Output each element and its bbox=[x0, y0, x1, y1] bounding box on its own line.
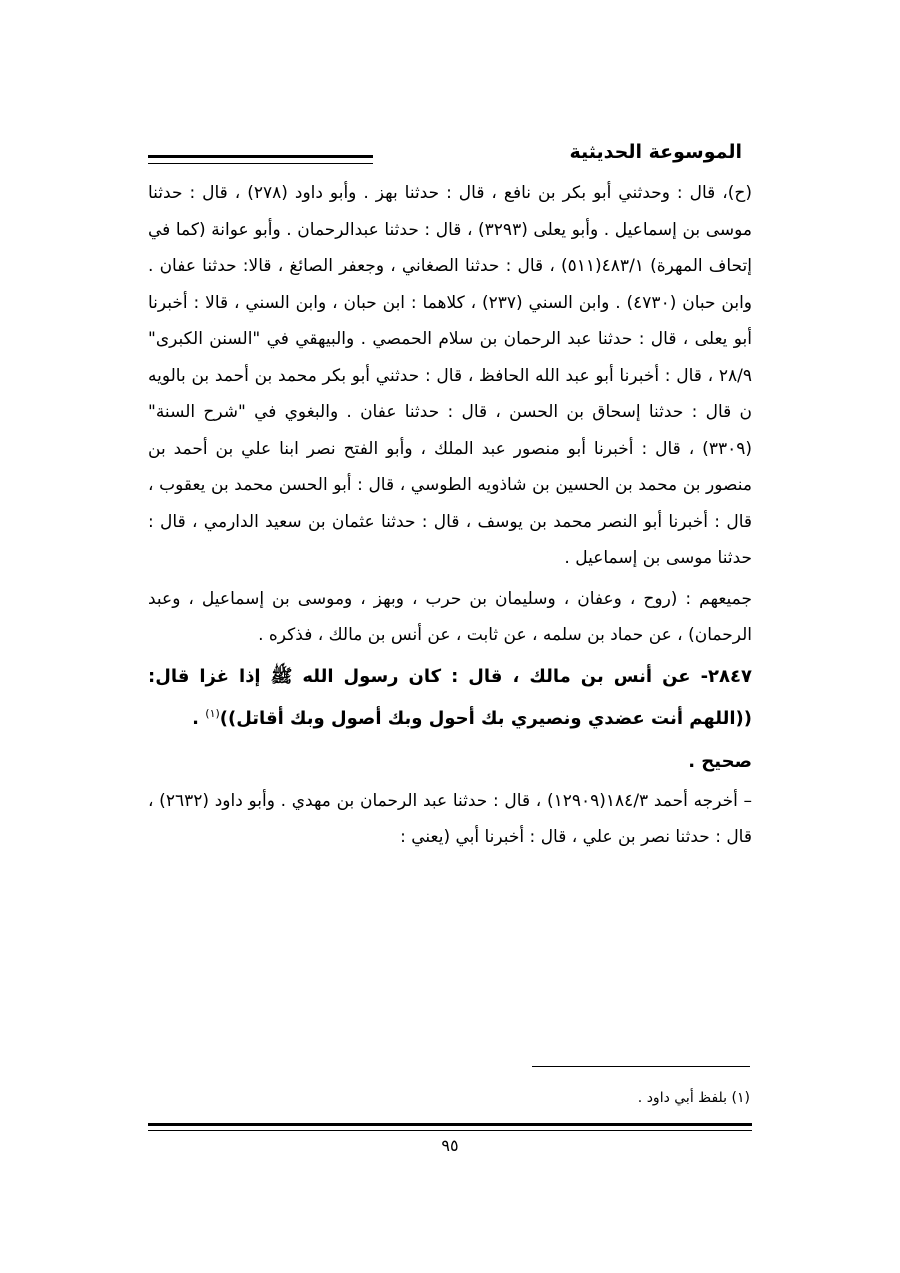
page-content bbox=[148, 135, 752, 872]
header-rule bbox=[148, 155, 373, 164]
narrators-paragraph: جميعهم : (روح ، وعفان ، وسليمان بن حرب ، وبهز ، وموسى بن إسماعيل ، وعبد الرحمان) ، عن حماد بن سلمه ، عن ثابت ، عن أنس بن مالك ، فذكره . bbox=[148, 588, 752, 645]
footnote-separator bbox=[532, 1066, 750, 1067]
header-title: الموسوعة الحديثية bbox=[560, 141, 753, 163]
page-number: ٩٥ bbox=[441, 1136, 459, 1155]
hadith-grade: صحيح . bbox=[688, 750, 752, 772]
footnote: (١) بلفظ أبي داود . bbox=[637, 1090, 750, 1106]
hadith-end: . bbox=[192, 707, 206, 729]
running-header bbox=[148, 135, 752, 175]
footnote-marker: (١) bbox=[205, 706, 220, 720]
bottom-rule bbox=[148, 1123, 752, 1131]
chain-paragraph: (ح)، قال : وحدثني أبو بكر بن نافع ، قال : حدثنا بهز . وأبو داود (٢٧٨) ، قال : حدثنا موسى بن إسماعيل . وأبو يعلى (٣٢٩٣) ، قال : حدثنا عبدالرحمان . وأبو عوانة (كما في إتحاف المهرة) ٤٨٣/١(٥١١) ، قال : حدثنا الصغاني ، وجعفر الصائغ ، قالا: حدثنا عفان . وابن حبان (٤٧٣٠) . وابن السني (٢٣٧) ، كلاهما : ابن حبان ، وابن السني ، قالا : أخبرنا أبو يعلى ، قال : حدثنا عبد الرحمان بن سلام الحمصي . والبيهقي في "السنن الكبرى" ٢٨/٩ ، قال : أخبرنا أبو عبد الله الحافظ ، قال : حدثني أبو بكر محمد بن أحمد بن بالويه ن قال : حدثنا إسحاق بن الحسن ، قال : حدثنا عفان . والبغوي في "شرح السنة" (٣٣٠٩) ، قال : أخبرنا أبو منصور عبد الملك ، وأبو الفتح نصر ابنا علي بن أحمد بن منصور بن محمد بن الحسين بن شاذويه الطوسي ، قال : أبو الحسن محمد بن يعقوب ، قال : أخبرنا أبو النصر محمد بن يوسف ، قال : حدثنا عثمان بن سعيد الدارمي ، قال : حدثنا موسى بن إسماعيل . bbox=[148, 183, 753, 568]
hadith-body: ٢٨٤٧- عن أنس بن مالك ، قال : كان رسول الله ﷺ إذا غزا قال: ((اللهم أنت عضدي ونصيري بك أحول وبك أصول وبك أقاتل)) bbox=[148, 665, 752, 729]
takhrij-paragraph: – أخرجه أحمد ١٨٤/٣(١٢٩٠٩) ، قال : حدثنا عبد الرحمان بن مهدي . وأبو داود (٢٦٣٢) ، قال : حدثنا نصر بن علي ، قال : أخبرنا أبي (يعني : bbox=[148, 790, 753, 847]
hadith-text bbox=[148, 658, 752, 737]
